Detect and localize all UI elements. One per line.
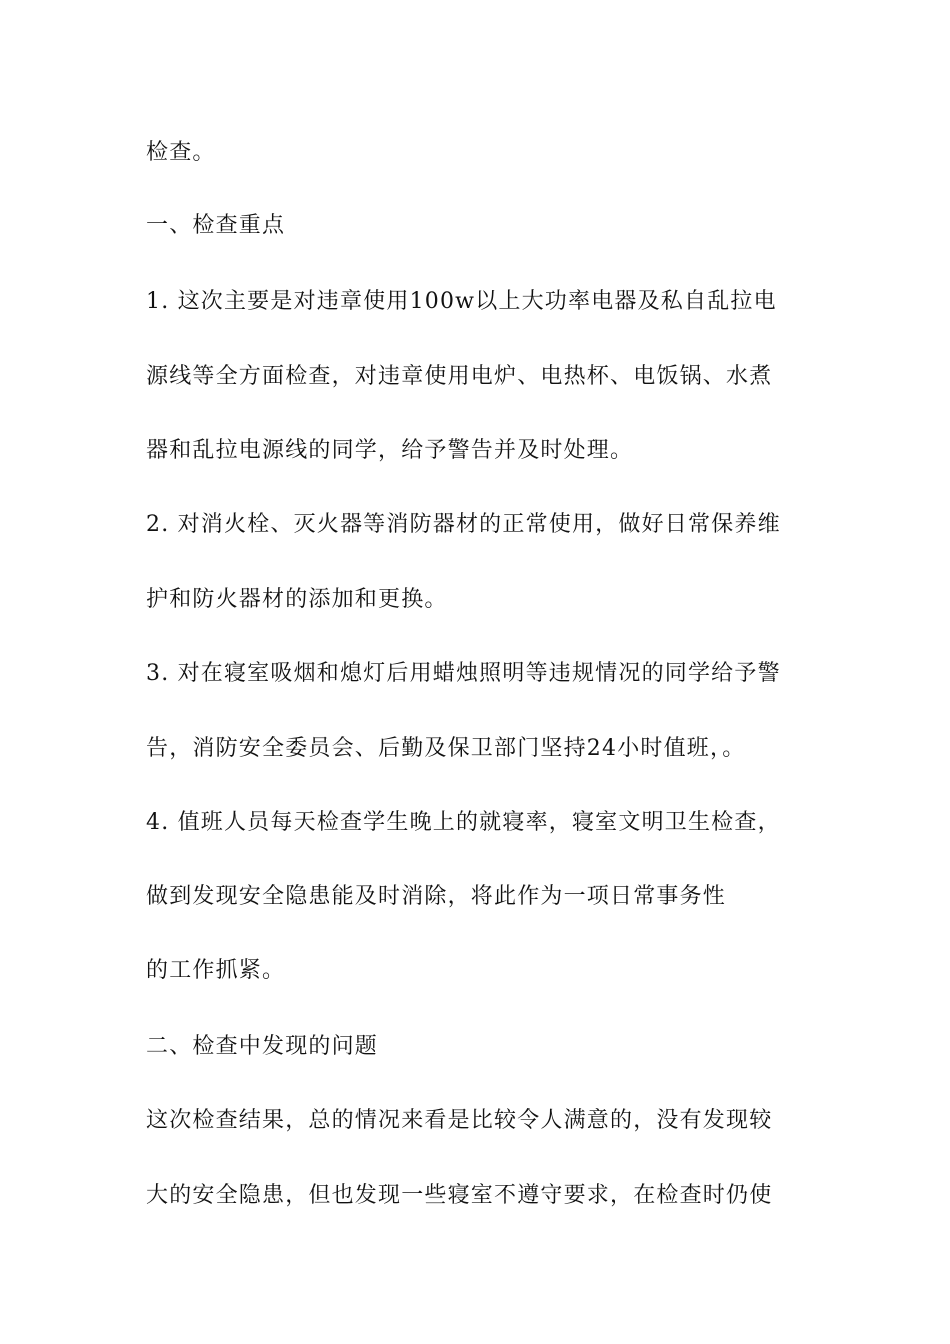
text-line-item-4: 4. 值班人员每天检查学生晚上的就寝率，寝室文明卫生检查， [146, 810, 781, 835]
text-line-item-2: 2. 对消火栓、灭火器等消防器材的正常使用，做好日常保养维 [146, 512, 781, 537]
text-line-item-4-cont: 做到发现安全隐患能及时消除，将此作为一项日常事务性 [146, 884, 727, 909]
section-heading-inspection-focus: 一、检查重点 [146, 213, 286, 238]
text-line-results: 这次检查结果，总的情况来看是比较令人满意的，没有发现较 [146, 1108, 773, 1133]
section-heading-issues-found: 二、检查中发现的问题 [146, 1034, 379, 1059]
text-line-results-cont: 大的安全隐患，但也发现一些寝室不遵守要求，在检查时仍使 [146, 1183, 773, 1208]
text-line-item-1: 1. 这次主要是对违章使用100w以上大功率电器及私自乱拉电 [146, 289, 777, 314]
text-line-continuation: 检查。 [146, 140, 216, 165]
text-line-item-4-end: 的工作抓紧。 [146, 958, 286, 983]
text-line-item-2-end: 护和防火器材的添加和更换。 [146, 587, 448, 612]
text-line-item-1-end: 器和乱拉电源线的同学，给予警告并及时处理。 [146, 438, 634, 463]
text-line-item-3-end: 告，消防安全委员会、后勤及保卫部门坚持24小时值班，。 [146, 736, 746, 761]
text-line-item-3: 3. 对在寝室吸烟和熄灯后用蜡烛照明等违规情况的同学给予警 [146, 661, 781, 686]
text-line-item-1-cont: 源线等全方面检查，对违章使用电炉、电热杯、电饭锅、水煮 [146, 364, 773, 389]
